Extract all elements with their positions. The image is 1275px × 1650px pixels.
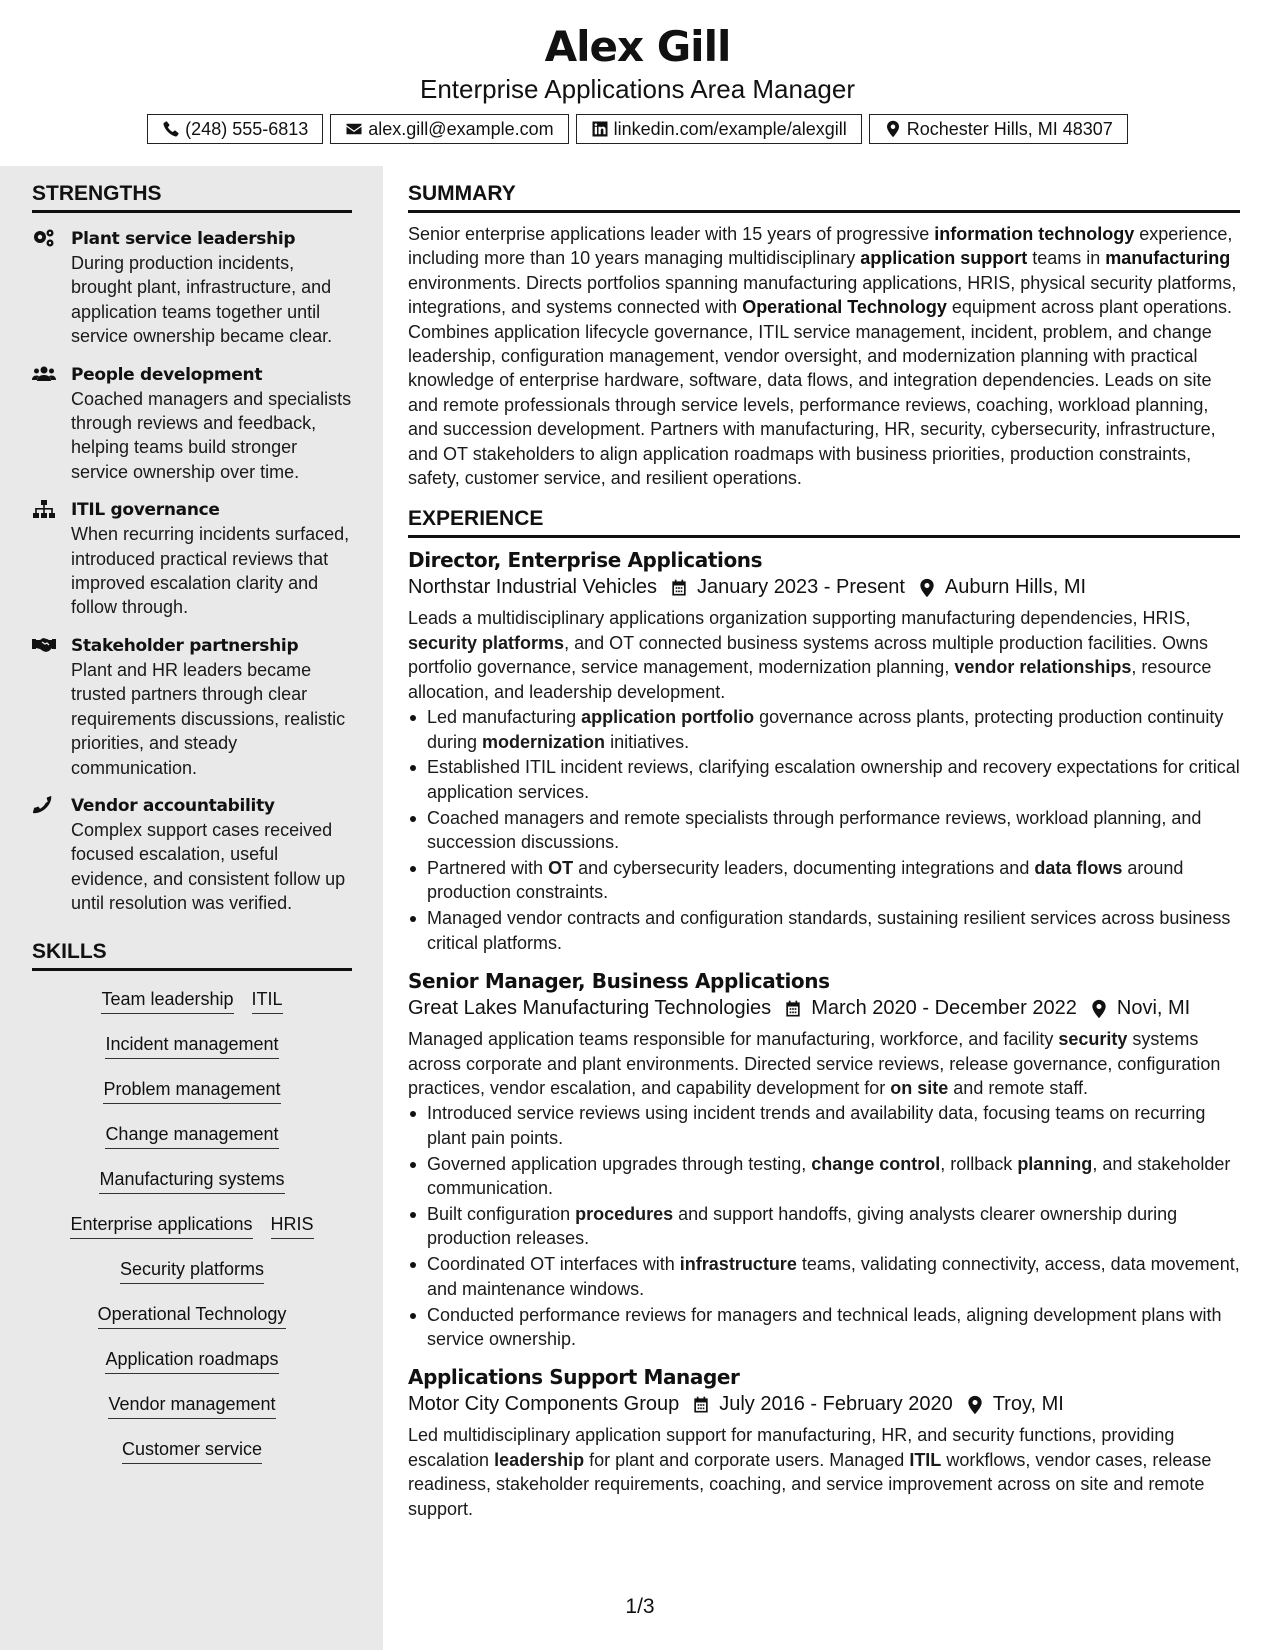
- text-run: Conducted performance reviews for managers and technical leads, aligning development plans with service ownership.: [427, 1304, 1222, 1350]
- bullet-item: [408, 1252, 1240, 1301]
- calendar-icon: [669, 578, 689, 598]
- text-run: , rollback: [940, 1153, 1018, 1174]
- envelope-icon: [345, 120, 363, 138]
- bullet-item: [408, 1303, 1240, 1352]
- contact-linkedin[interactable]: [576, 114, 862, 144]
- strength-desc: When recurring incidents surfaced, introduced practical reviews that improved escalation clarity and follow through.: [71, 524, 350, 618]
- emphasis-text: ITIL: [909, 1449, 942, 1470]
- linkedin-icon: [591, 120, 609, 138]
- text-run: governance across plants, protecting production continuity during: [427, 707, 1224, 752]
- job-meta: [408, 576, 1240, 599]
- job-entry: [408, 548, 1240, 955]
- text-run: , and stakeholder communication.: [427, 1153, 1231, 1199]
- text-run: workflows, vendor cases, release readiness, stakeholder requirements, coaching, and service improvement across on site and remote support.: [408, 1449, 1212, 1519]
- strength-title: Plant service leadership: [71, 229, 296, 249]
- job-dates: July 2016 - February 2020: [719, 1393, 953, 1416]
- job-description: [408, 606, 1240, 704]
- job-title: Senior Manager, Business Applications: [408, 969, 830, 994]
- strength-desc: Plant and HR leaders became trusted partners through clear requirements discussions, realistic priorities, and steady communication.: [71, 659, 346, 778]
- emphasis-text: infrastructure: [679, 1254, 797, 1275]
- job-dates: January 2023 - Present: [697, 576, 905, 599]
- text-run: Coached managers and remote specialists through performance reviews, workload planning, and succession discussions.: [427, 807, 1202, 853]
- text-run: Managed application teams responsible for manufacturing, workforce, and facility: [408, 1029, 1059, 1050]
- contact-bar: [0, 114, 1275, 144]
- skill-tag: Application roadmaps: [105, 1347, 278, 1374]
- strength-title: Stakeholder partnership: [71, 635, 299, 656]
- emphasis-text: security platforms: [408, 632, 565, 653]
- emphasis-text: planning: [1017, 1153, 1093, 1174]
- skill-tag: Security platforms: [120, 1257, 264, 1284]
- bullet-item: [408, 705, 1240, 754]
- job-entry: [408, 969, 1240, 1351]
- job-title: Director, Enterprise Applications: [408, 548, 763, 573]
- emphasis-text: vendor relationships: [954, 657, 1132, 678]
- gears-icon: [32, 228, 56, 248]
- skill-row: [70, 1206, 313, 1251]
- candidate-name: Alex Gill: [544, 22, 731, 71]
- text-run: experience, including more than 10 years managing multidisciplinary: [408, 224, 1233, 269]
- skill-row: [120, 1251, 264, 1296]
- strength-item: [32, 363, 352, 485]
- skill-tag: Vendor management: [108, 1392, 275, 1419]
- page-number: 1/3: [625, 1595, 655, 1618]
- text-run: Led manufacturing: [427, 707, 582, 728]
- text-run: Leads a multidisciplinary applications organization supporting manufacturing dependencies, HRIS,: [408, 608, 1191, 629]
- skill-tag: Problem management: [103, 1077, 280, 1104]
- text-run: Led multidisciplinary application support for manufacturing, HR, and security functions, providing escalation: [408, 1425, 1175, 1470]
- skill-tag: Operational Technology: [98, 1302, 287, 1329]
- job-entry: [408, 1365, 1240, 1521]
- text-run: Partnered with: [427, 858, 549, 879]
- strength-item: [32, 634, 352, 780]
- text-run: for plant and corporate users. Managed: [584, 1449, 910, 1470]
- bullet-item: [408, 806, 1240, 855]
- strength-item: [32, 498, 352, 620]
- emphasis-text: application portfolio: [581, 707, 755, 728]
- job-location: Troy, MI: [992, 1393, 1064, 1416]
- location-icon: [884, 120, 902, 138]
- job-title: Applications Support Manager: [408, 1365, 740, 1390]
- bullet-item: [408, 906, 1240, 955]
- location-icon: [965, 1395, 985, 1415]
- main-content: [408, 182, 1240, 1521]
- bullet-item: [408, 1202, 1240, 1251]
- text-run: Managed vendor contracts and configuration standards, sustaining resilient services across business critical platforms.: [427, 908, 1231, 953]
- emphasis-text: manufacturing: [1105, 248, 1231, 269]
- job-location: Novi, MI: [1116, 997, 1191, 1020]
- skills-heading: SKILLS: [32, 940, 352, 971]
- company-name: Motor City Components Group: [408, 1393, 680, 1416]
- company-name: Northstar Industrial Vehicles: [408, 576, 658, 599]
- emphasis-text: Operational Technology: [742, 297, 947, 318]
- emphasis-text: leadership: [494, 1449, 585, 1470]
- skill-row: [101, 981, 282, 1026]
- text-run: teams, validating connectivity, access, data movement, and maintenance windows.: [427, 1254, 1240, 1299]
- emphasis-text: on site: [890, 1077, 949, 1098]
- experience-heading: EXPERIENCE: [408, 507, 1240, 538]
- text-run: Established ITIL incident reviews, clarifying escalation ownership and recovery expectations for critical application services.: [427, 757, 1240, 802]
- strength-desc: During production incidents, brought plant, infrastructure, and application teams together until service ownership became clear.: [71, 253, 333, 347]
- text-run: and cybersecurity leaders, documenting integrations and: [573, 858, 1035, 879]
- bullet-item: [408, 755, 1240, 804]
- summary-heading: SUMMARY: [408, 182, 1240, 213]
- text-run: initiatives.: [605, 731, 690, 752]
- phone-icon: [162, 120, 180, 138]
- skill-tag: Incident management: [105, 1032, 278, 1059]
- job-meta: [408, 1393, 1240, 1416]
- skills-list: [32, 981, 352, 1476]
- location-icon: [1089, 999, 1109, 1019]
- text-run: teams in: [1027, 248, 1106, 269]
- experience-list: [408, 548, 1240, 1521]
- strength-desc: Coached managers and specialists through reviews and feedback, helping teams build stronger service ownership over time.: [71, 388, 352, 482]
- emphasis-text: modernization: [482, 731, 606, 752]
- phone-text: (248) 555-6813: [185, 118, 309, 139]
- strength-item: [32, 227, 352, 349]
- strength-desc: Complex support cases received focused escalation, useful evidence, and consistent follow up until resolution was verified.: [71, 819, 346, 914]
- emphasis-text: data flows: [1034, 858, 1123, 879]
- skill-row: [105, 1116, 278, 1161]
- strength-title: Vendor accountability: [71, 795, 275, 816]
- calendar-icon: [783, 999, 803, 1019]
- skill-row: [105, 1341, 278, 1386]
- job-location: Auburn Hills, MI: [944, 576, 1087, 599]
- summary-text: [408, 222, 1240, 490]
- job-meta: [408, 997, 1240, 1020]
- skill-row: [98, 1296, 287, 1341]
- skill-tag: Enterprise applications: [70, 1212, 252, 1239]
- text-run: and remote staff.: [948, 1077, 1089, 1098]
- skill-row: [122, 1431, 262, 1476]
- sitemap-icon: [32, 499, 56, 519]
- skill-tag: Manufacturing systems: [99, 1167, 284, 1194]
- text-run: and support handoffs, giving analysts clearer ownership during production releases.: [427, 1204, 1178, 1249]
- linkedin-text: linkedin.com/example/alexgill: [613, 118, 847, 139]
- strength-title: ITIL governance: [71, 500, 220, 521]
- job-description: [408, 1423, 1240, 1521]
- calendar-icon: [691, 1395, 711, 1415]
- contact-email[interactable]: [330, 114, 568, 144]
- text-run: around production constraints.: [427, 858, 1184, 903]
- skill-row: [103, 1071, 280, 1116]
- company-name: Great Lakes Manufacturing Technologies: [408, 997, 772, 1020]
- text-run: Governed application upgrades through testing,: [427, 1153, 812, 1174]
- candidate-title: Enterprise Applications Area Manager: [419, 74, 856, 104]
- emphasis-text: application support: [860, 248, 1028, 269]
- skill-tag: Change management: [105, 1122, 278, 1149]
- skill-tag: Team leadership: [101, 987, 233, 1014]
- skill-tag: ITIL: [252, 987, 283, 1014]
- emphasis-text: change control: [811, 1153, 941, 1174]
- handshake-icon: [32, 635, 56, 655]
- text-run: Senior enterprise applications leader with 15 years of progressive: [408, 224, 935, 244]
- job-description: [408, 1027, 1240, 1100]
- resume-header: [0, 0, 1275, 160]
- job-bullets: [408, 1101, 1240, 1351]
- skill-tag: HRIS: [271, 1212, 314, 1239]
- sidebar: [0, 166, 383, 1650]
- text-run: Introduced service reviews using incident trends and availability data, focusing teams on recurring plant pain points.: [427, 1103, 1206, 1148]
- emphasis-text: OT: [548, 858, 574, 879]
- text-run: , and OT connected business systems across multiple production facilities. Owns portfolio governance, service management, modernization planning,: [408, 632, 1209, 678]
- text-run: Built configuration: [427, 1204, 576, 1224]
- text-run: environments. Directs portfolios spanning manufacturing applications, HRIS, physical security platforms, integrations, and systems connected with: [408, 272, 1237, 318]
- emphasis-text: information technology: [934, 224, 1135, 244]
- users-icon: [32, 364, 56, 384]
- bullet-item: [408, 1101, 1240, 1150]
- location-text: Rochester Hills, MI 48307: [906, 118, 1113, 139]
- contact-phone[interactable]: [147, 114, 323, 144]
- strength-title: People development: [71, 364, 263, 385]
- text-run: Coordinated OT interfaces with: [427, 1254, 680, 1275]
- text-run: systems across corporate and plant environments. Directed service reviews, release governance, configuration practices, vendor escalation, and capability development for: [408, 1029, 1221, 1098]
- contact-location[interactable]: [869, 114, 1128, 144]
- strengths-heading: STRENGTHS: [32, 182, 352, 213]
- skill-row: [99, 1161, 284, 1206]
- phone-icon: [32, 795, 56, 815]
- email-text: alex.gill@example.com: [368, 118, 554, 139]
- text-run: , resource allocation, and leadership development.: [408, 657, 1212, 702]
- job-bullets: [408, 705, 1240, 955]
- job-dates: March 2020 - December 2022: [811, 997, 1077, 1020]
- bullet-item: [408, 856, 1240, 905]
- bullet-item: [408, 1152, 1240, 1201]
- skill-row: [105, 1026, 278, 1071]
- skill-row: [108, 1386, 275, 1431]
- emphasis-text: security: [1058, 1029, 1128, 1050]
- location-icon: [917, 578, 937, 598]
- emphasis-text: procedures: [575, 1204, 674, 1224]
- strength-item: [32, 794, 352, 916]
- text-run: equipment across plant operations. Combines application lifecycle governance, ITIL service management, incident, problem, and change leadership, configuration management, vendor oversight, and modernization planning with practical knowledge of enterprise hardware, software, data flows, and integration dependencies. Leads on site and remote professionals through service levels, performance reviews, coaching, workload planning, and succession development. Partners with manufacturing, HR, security, cybersecurity, infrastructure, and OT stakeholders to align application roadmaps with business priorities, production constraints, safety, customer service, and resilient operations.: [408, 297, 1233, 489]
- skill-tag: Customer service: [122, 1437, 262, 1464]
